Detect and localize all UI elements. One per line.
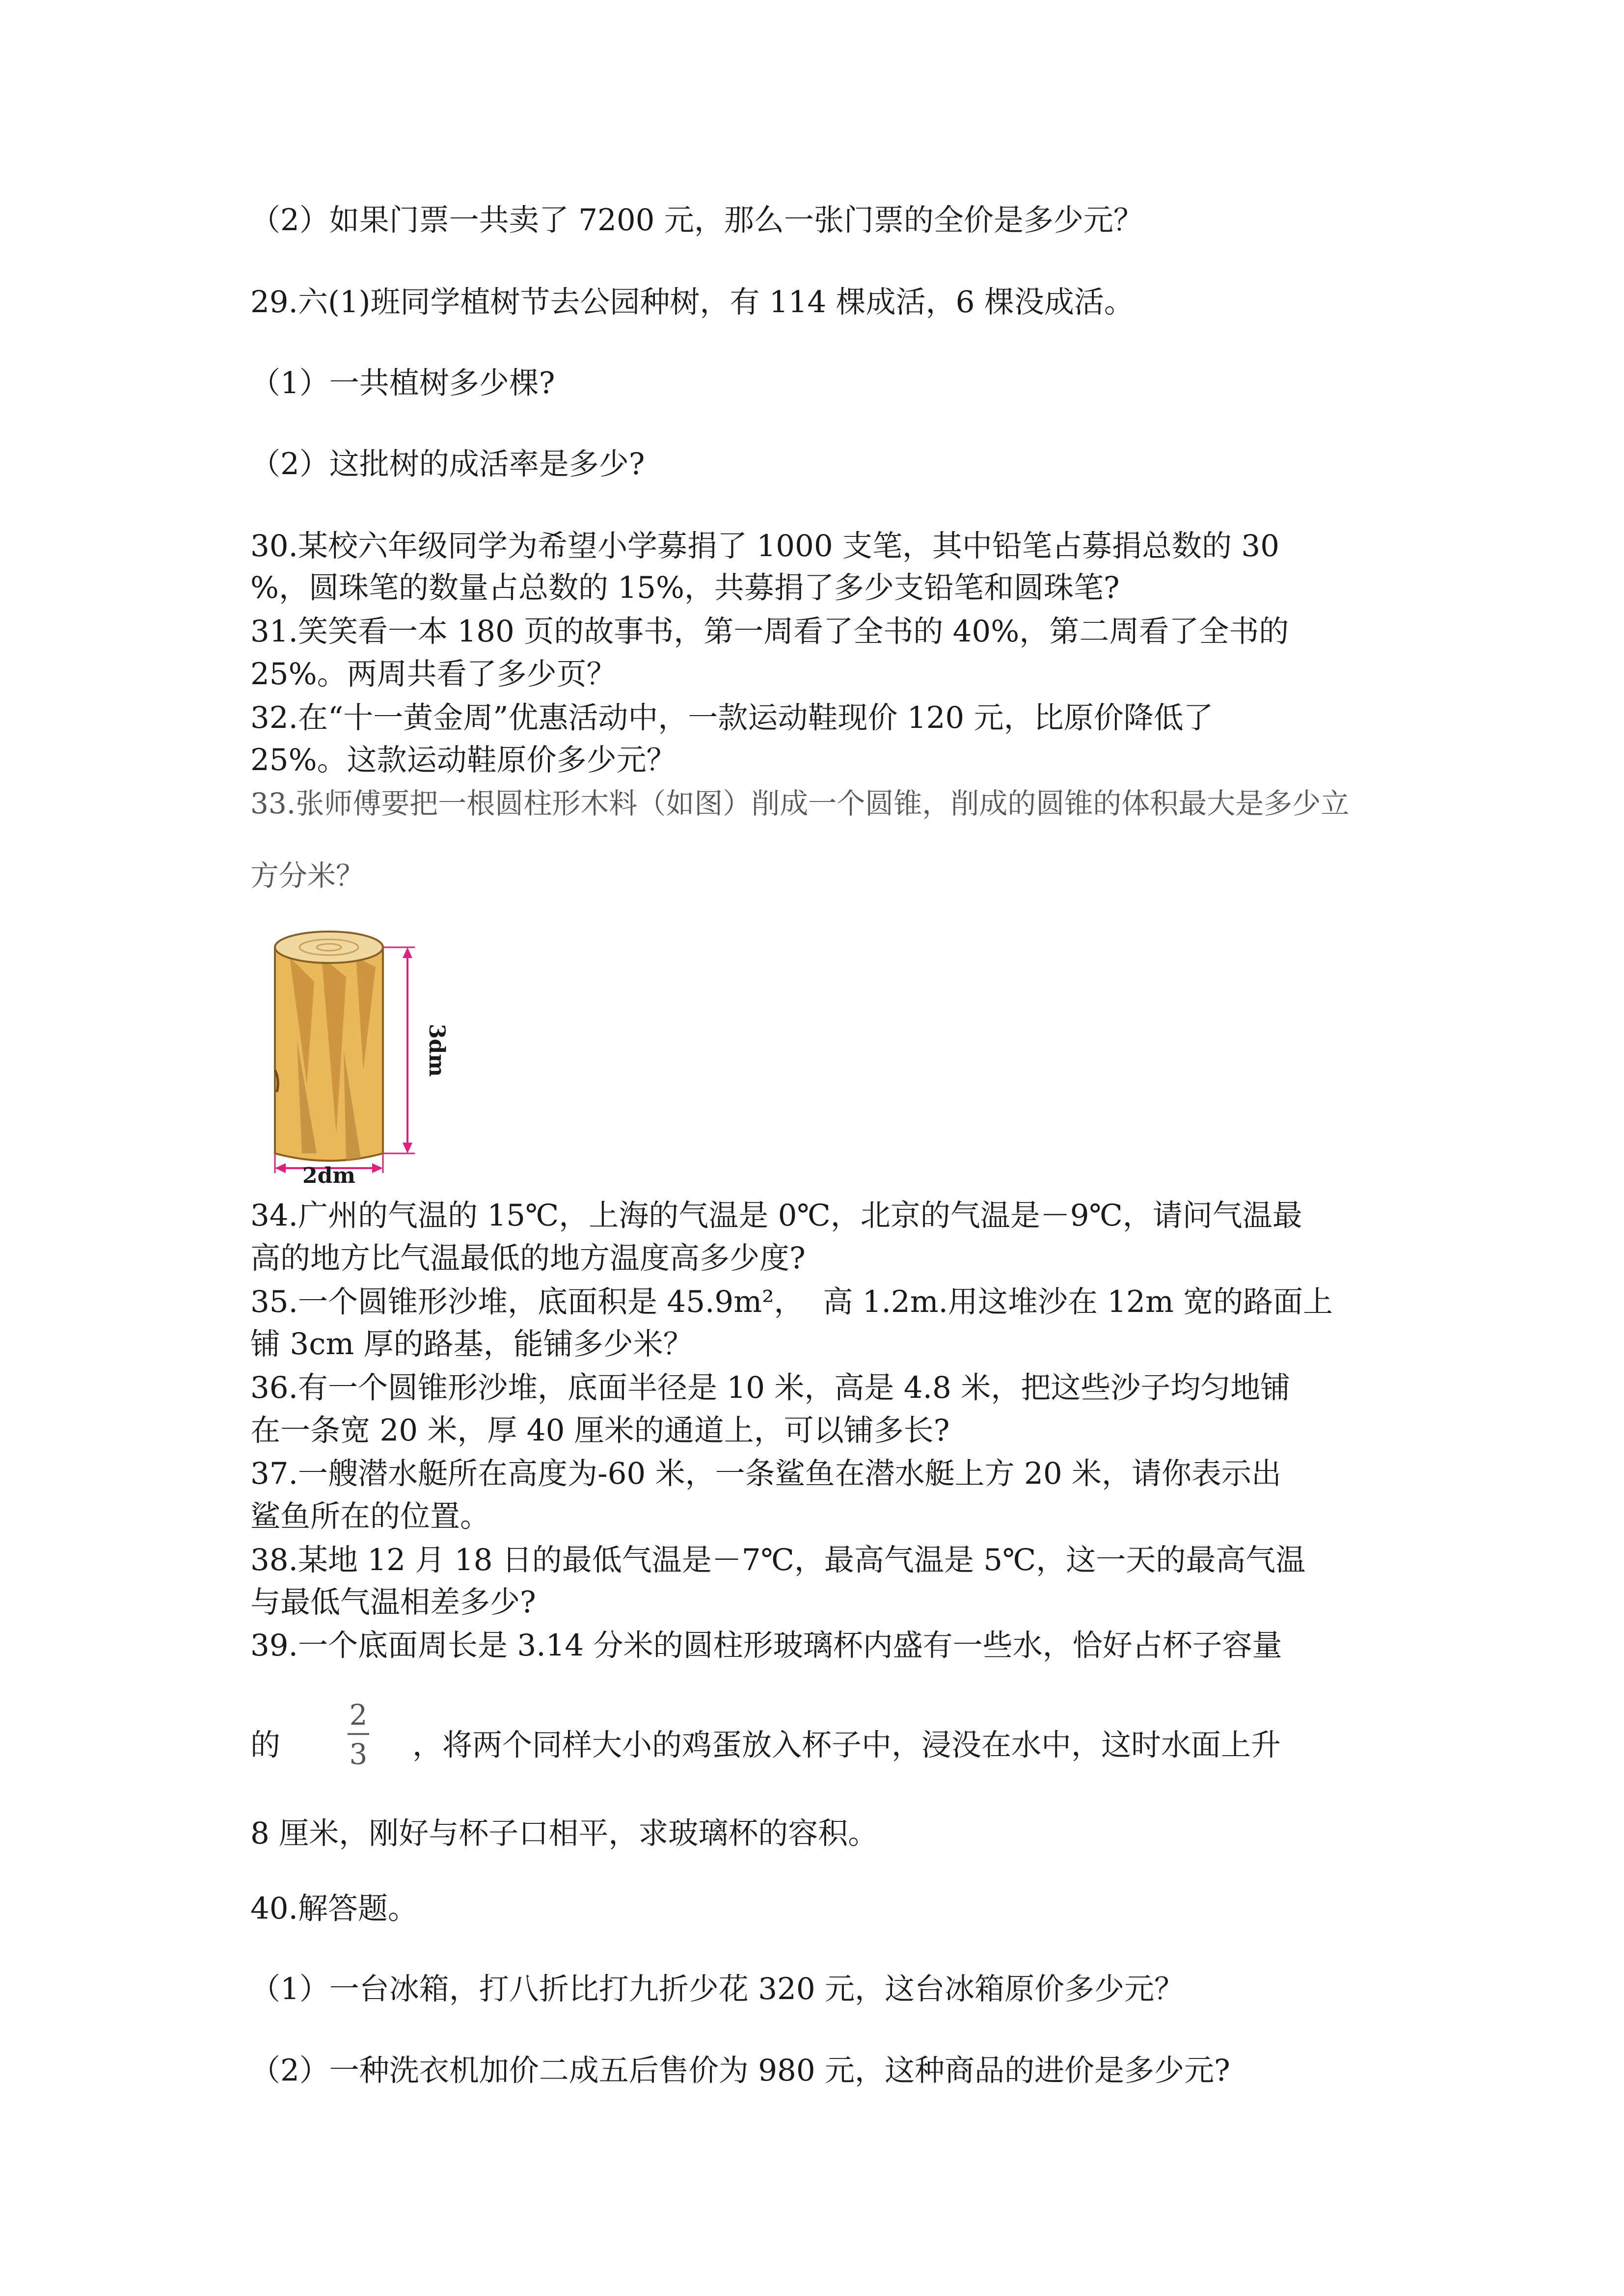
question-35-line1: 35.一个圆锥形沙堆，底面积是 45.9m²， 高 1.2m.用这堆沙在 12m 宽的路面上: [250, 1284, 1333, 1319]
question-35-line2: 铺 3cm 厚的路基，能铺多少米？: [250, 1327, 693, 1362]
question-30-line2: %，圆珠笔的数量占总数的 15%，共募捐了多少支铅笔和圆珠笔?: [250, 570, 1120, 605]
question-31-line1: 31.笑笑看一本 180 页的故事书，第一周看了全书的 40%，第二周看了全书的: [250, 614, 1289, 649]
question-39-line3: 8 厘米，刚好与杯子口相平，求玻璃杯的容积。: [250, 1816, 878, 1851]
question-32-line1: 32.在“十一黄金周”优惠活动中，一款运动鞋现价 120 元，比原价降低了: [250, 700, 1214, 735]
question-36-line1: 36.有一个圆锥形沙堆，底面半径是 10 米，高是 4.8 米，把这些沙子均匀地铺: [250, 1370, 1291, 1405]
fraction-numerator: 2: [349, 1698, 368, 1732]
question-37-line2: 鲨鱼所在的位置。: [250, 1499, 490, 1534]
question-39-line2-pre: 的: [250, 1728, 281, 1762]
q40-part1: （1）一台冰箱，打八折比打九折少花 320 元，这台冰箱原价多少元？: [250, 1972, 1185, 2006]
height-label: 3dm: [424, 1024, 449, 1077]
log-top: [275, 932, 383, 963]
question-34-line1: 34.广州的气温的 15℃，上海的气温是 0℃，北京的气温是－9℃，请问气温最: [250, 1198, 1302, 1233]
q29-part2: （2）这批树的成活率是多少?: [250, 447, 645, 481]
q28-part2: （2）如果门票一共卖了 7200 元，那么一张门票的全价是多少元？: [250, 203, 1143, 238]
question-38-line2: 与最低气温相差多少?: [250, 1585, 536, 1620]
fraction-bar: [348, 1733, 369, 1735]
question-40: 40.解答题。: [250, 1891, 418, 1926]
question-33-line2: 方分米？: [250, 859, 365, 892]
q40-part2: （2）一种洗衣机加价二成五后售价为 980 元，这种商品的进价是多少元?: [250, 2053, 1230, 2088]
question-29: 29.六(1)班同学植树节去公园种树，有 114 棵成活，6 棵没成活。: [250, 285, 1134, 320]
question-34-line2: 高的地方比气温最低的地方温度高多少度?: [250, 1241, 806, 1276]
cylinder-log-figure: [260, 923, 471, 1188]
question-32-line2: 25%。这款运动鞋原价多少元？: [250, 743, 677, 777]
question-36-line2: 在一条宽 20 米，厚 40 厘米的通道上，可以铺多长?: [250, 1413, 950, 1448]
question-39-line1: 39.一个底面周长是 3.14 分米的圆柱形玻璃杯内盛有一些水，恰好占杯子容量: [250, 1628, 1282, 1663]
width-label: 2dm: [302, 1163, 355, 1188]
question-30-line1: 30.某校六年级同学为希望小学募捐了 1000 支笔，其中铅笔占募捐总数的 30: [250, 529, 1280, 563]
question-31-line2: 25%。两周共看了多少页？: [250, 657, 617, 692]
q29-part1: （1）一共植树多少棵?: [250, 366, 555, 400]
question-39-line2-post: ，将两个同样大小的鸡蛋放入杯子中，浸没在水中，这时水面上升: [412, 1728, 1281, 1762]
fraction-denominator: 3: [349, 1737, 368, 1771]
fraction-two-thirds: [339, 1698, 378, 1771]
question-37-line1: 37.一艘潜水艇所在高度为-60 米，一条鲨鱼在潜水艇上方 20 米，请你表示出: [250, 1456, 1282, 1491]
question-38-line1: 38.某地 12 月 18 日的最低气温是－7℃，最高气温是 5℃，这一天的最高气温: [250, 1543, 1306, 1577]
question-33-line1: 33.张师傅要把一根圆柱形木料（如图）削成一个圆锥，削成的圆锥的体积最大是多少立: [250, 787, 1350, 820]
